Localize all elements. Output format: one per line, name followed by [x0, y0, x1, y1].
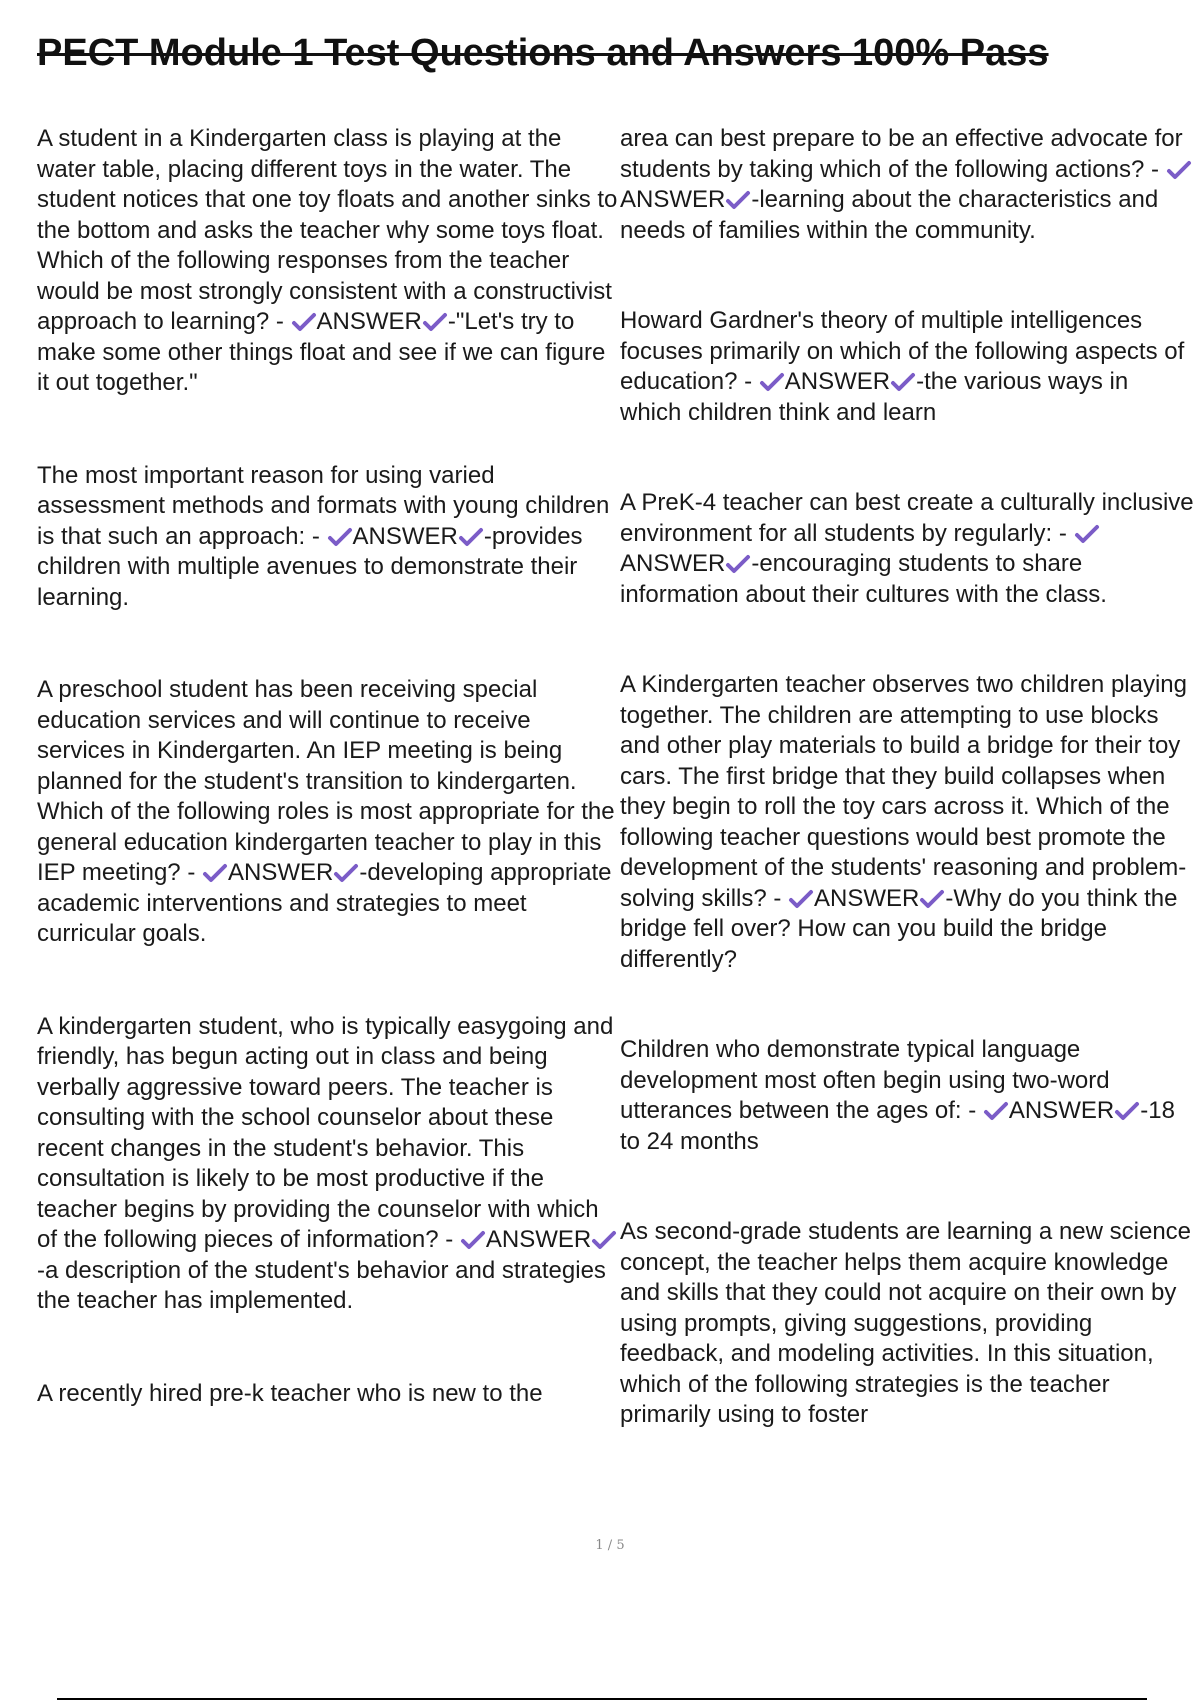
answer-text: -encouraging students to share information about their cultures with the class. [620, 550, 1107, 608]
check-icon [460, 1230, 486, 1250]
question-text: A student in a Kindergarten class is playing at the water table, placing different toys in the water. The student notices that one toy floats and another sinks to the bottom and asks the teacher why some toys float. Which of the following responses from the teacher would be most strongly consistent with a constructivist approach to learning? - [37, 125, 618, 335]
check-icon [327, 527, 353, 547]
qa-item [37, 461, 619, 614]
question-text: Children who demonstrate typical language development most often begin using two-word utterances between the ages of: - [620, 1036, 1110, 1124]
answer-text: -provides children with multiple avenues to demonstrate their learning. [37, 522, 583, 611]
check-icon [1166, 160, 1192, 180]
check-icon [458, 527, 484, 547]
page-number: 1 / 5 [595, 1538, 625, 1553]
check-icon [291, 312, 317, 332]
check-icon [725, 554, 751, 574]
right-column [620, 124, 1195, 1431]
question-text: A preschool student has been receiving special education services and will continue to receive services in Kindergarten. An IEP meeting is being planned for the student's transition to kindergarten. Which of the following roles is most appropriate for the general education kindergarten teacher to play in this IEP meeting? - [37, 676, 615, 886]
qa-item [37, 1012, 619, 1317]
check-icon [890, 372, 916, 392]
check-icon [1114, 1101, 1140, 1121]
answer-text: -the various ways in which children think and learn [620, 368, 1129, 426]
question-text: A Kindergarten teacher observes two children playing together. The children are attempting to use blocks and other play materials to build a bridge for their toy cars. The first bridge that they build collapses when they begin to roll the toy cars across it. Which of the following teacher questions would best promote the development of the students' reasoning and problem-solving skills? - [620, 671, 1187, 912]
question-text: The most important reason for using varied assessment methods and formats with young children is that such an approach: - [37, 461, 610, 550]
answer-label: ANSWER [227, 859, 334, 886]
qa-item [37, 675, 619, 950]
left-column [37, 124, 619, 1409]
check-icon [333, 863, 359, 883]
answer-text: -learning about the characteristics and needs of families within the community. [620, 186, 1159, 244]
answer-label: ANSWER [352, 522, 458, 550]
check-icon [1074, 524, 1100, 544]
question-text: A kindergarten student, who is typically easygoing and friendly, has begun acting out in class and being verbally aggressive toward peers. The teacher is consulting with the school counselor about these recent changes in the student's behavior. This consultation is likely to be most productive if the teacher begins by providing the counselor with which of the following pieces of information? - [37, 1012, 614, 1253]
answer-text: -developing appropriate academic interventions and strategies to meet curricular goals. [37, 859, 612, 947]
question-text: A recently hired pre-k teacher who is new to the [37, 1379, 543, 1407]
qa-item [620, 670, 1195, 975]
answer-label: ANSWER [784, 368, 891, 395]
answer-label: ANSWER [620, 550, 726, 577]
question-text: As second-grade students are learning a new science concept, the teacher helps them acquire knowledge and skills that they could not acquire on their own by using prompts, giving suggestions, providing feedback, and modeling activities. In this situation, which of the following strategies is the teacher primarily using to foster [620, 1218, 1192, 1428]
check-icon [788, 889, 814, 909]
qa-item [620, 488, 1195, 610]
answer-label: ANSWER [620, 186, 726, 213]
qa-item-partial [620, 1217, 1195, 1431]
answer-label: ANSWER [316, 308, 422, 335]
qa-item-continued [620, 124, 1195, 246]
check-icon [422, 312, 448, 332]
qa-item [37, 124, 619, 399]
answer-label: ANSWER [485, 1226, 592, 1253]
answer-text: -Why do you think the bridge fell over? How can you build the bridge differently? [620, 884, 1178, 973]
qa-item [620, 306, 1195, 428]
answer-text: -18 to 24 months [620, 1097, 1175, 1155]
check-icon [919, 889, 945, 909]
answer-text: -a description of the student's behavior and strategies the teacher has implemented. [37, 1256, 606, 1314]
qa-item-partial [37, 1379, 619, 1410]
check-icon [983, 1101, 1009, 1121]
question-text: area can best prepare to be an effective advocate for students by taking which of the following actions? - [620, 125, 1183, 183]
question-text: Howard Gardner's theory of multiple intelligences focuses primarily on which of the following aspects of education? - [620, 307, 1185, 395]
question-text: A PreK-4 teacher can best create a culturally inclusive environment for all students by regularly: - [620, 489, 1194, 547]
check-icon [759, 372, 785, 392]
answer-label: ANSWER [814, 884, 920, 912]
check-icon [202, 863, 228, 883]
check-icon [591, 1230, 617, 1250]
answer-text: -"Let's try to make some other things float and see if we can figure it out together." [37, 308, 606, 396]
document-title: PECT Module 1 Test Questions and Answers 100% Pass [37, 32, 1049, 74]
qa-item [620, 1035, 1195, 1157]
check-icon [725, 190, 751, 210]
answer-label: ANSWER [1008, 1097, 1115, 1124]
